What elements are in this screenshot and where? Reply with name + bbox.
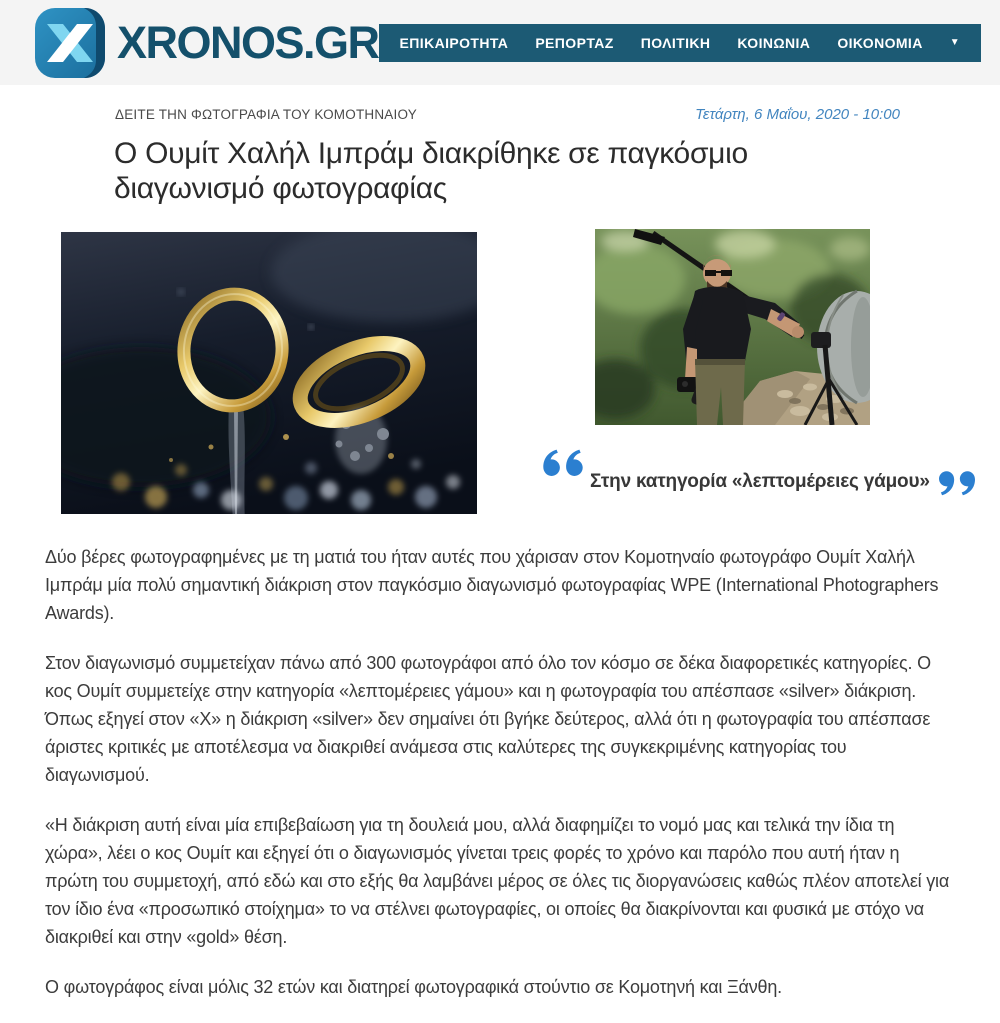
close-quote-icon <box>939 471 975 502</box>
article-kicker: ΔΕΙΤΕ ΤΗΝ ΦΩΤΟΓΡΑΦΙΑ ΤΟΥ ΚΟΜΟΤΗΝΑΙΟΥ <box>115 107 417 122</box>
logo-text: XRONOS.GR <box>117 17 379 68</box>
paragraph-2: Στον διαγωνισμό συμμετείχαν πάνω από 300 φωτογράφοι από όλο τον κόσμο σε δέκα διαφορετικές κατηγορίες. Ο κος Ουμίτ συμμετείχε στην κατηγορία «λεπτομέρειες γάμου» και η φωτογραφία του απέσπασε «silver» διάκριση. Όπως εξηγεί στον «Χ» η διάκριση «silver» δεν σημαίνει ότι βγήκε δεύτερος, αλλά ότι η φωτογραφία του απέσπασε άριστες κριτικές με αποτέλεσμα να διακριθεί ανάμεσα στις καλύτερες της συγκεκριμένης κατηγορίας του διαγωνισμού. <box>45 653 931 785</box>
article-title: Ο Ουμίτ Χαλήλ Ιμπράμ διακρίθηκε σε παγκόσμιο διαγωνισμό φωτογραφίας <box>114 137 748 205</box>
paragraph-1: Δύο βέρες φωτογραφημένες με τη ματιά του ήταν αυτές που χάρισαν στον Κομοτηναίο φωτογράφο Ουμίτ Χαλήλ Ιμπράμ μία πολύ σημαντική διάκριση στον παγκόσμιο διαγωνισμό φωτογραφίας WPE (International Photographers Awards). <box>45 547 939 623</box>
open-quote-icon <box>543 449 583 482</box>
article <box>0 106 1000 1001</box>
pull-quote <box>543 457 983 502</box>
chevron-down-icon[interactable]: ▼ <box>949 36 960 48</box>
meta-row <box>45 106 955 123</box>
nav-item-epikairotita[interactable]: ΕΠΙΚΑΙΡΟΤΗΤΑ <box>399 34 509 51</box>
paragraph-3: «Η διάκριση αυτή είναι μία επιβεβαίωση για τη δουλειά μου, αλλά διαφημίζει το νομό μας και τελικά την ίδια τη χώρα», λέει ο κος Ουμίτ και εξηγεί ότι ο διαγωνισμός γίνεται τρεις φορές το χρόνο και παρόλο που αυτή ήταν η πρώτη του συμμετοχή, από εδώ και στο εξής θα λαμβάνει μέρος σε όλες τις διοργανώσεις καθώς πλέον αποτελεί για τον ίδιο ένα «προσωπικό στοίχημα» το να στέλνει φωτογραφίες, οι οποίες θα διακρίνονται και φυσικά με στόχο να διακριθεί και στην «gold» θέση. <box>45 815 950 947</box>
main-nav <box>379 24 981 62</box>
nav-item-reportaz[interactable]: ΡΕΠΟΡΤΑΖ <box>535 34 614 51</box>
pull-quote-text: Στην κατηγορία «λεπτομέρειες γάμου» <box>590 471 930 492</box>
site-header <box>0 0 1000 85</box>
logo[interactable] <box>34 7 379 79</box>
article-body <box>45 543 955 1001</box>
article-date: Τετάρτη, 6 Μαΐου, 2020 - 10:00 <box>695 106 900 123</box>
nav-item-koinonia[interactable]: ΚΟΙΝΩΝΙΑ <box>737 34 811 51</box>
photographer-photo <box>595 229 870 425</box>
paragraph-4: Ο φωτογράφος είναι μόλις 32 ετών και διατηρεί φωτογραφικά στούντιο σε Κομοτηνή και Ξάνθη. <box>45 977 782 997</box>
nav-item-oikonomia[interactable]: ΟΙΚΟΝΟΜΙΑ <box>837 34 923 51</box>
nav-item-politiki[interactable]: ΠΟΛΙΤΙΚΗ <box>640 34 711 51</box>
wedding-rings-photo <box>61 232 477 514</box>
xronos-x-logo-icon <box>34 7 106 79</box>
media-row <box>45 229 955 517</box>
